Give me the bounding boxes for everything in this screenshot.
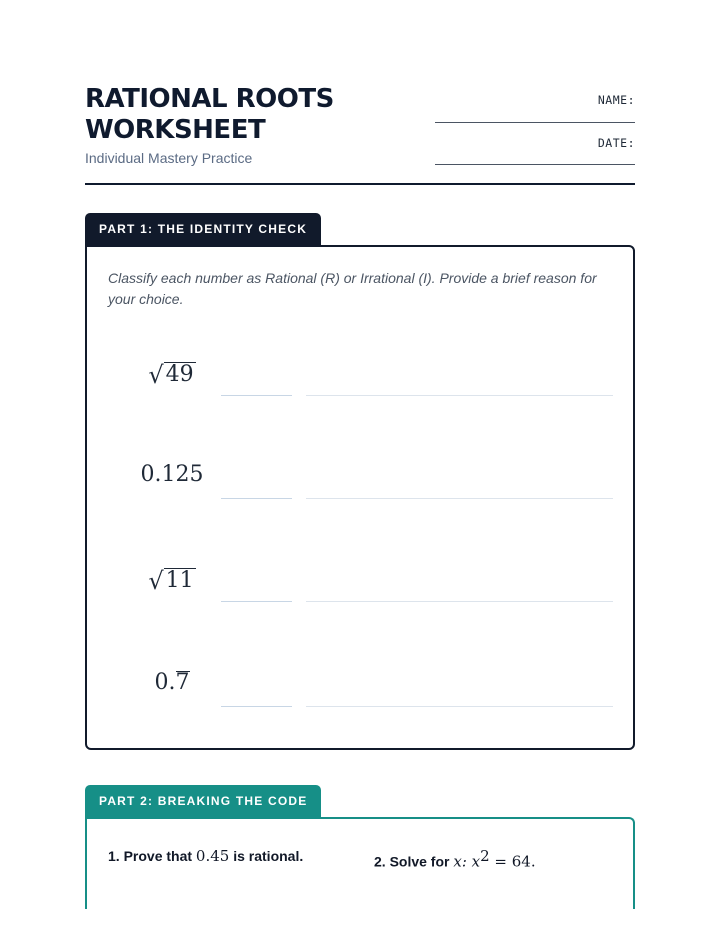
- math-repeating-decimal: 0.7: [154, 670, 190, 695]
- item-row-sqrt11: [87, 557, 633, 617]
- classification-answer-field[interactable]: [221, 601, 292, 602]
- part1-instructions: Classify each number as Rational (R) or Irrational (I). Provide a brief reason for your choice.: [108, 270, 597, 307]
- reason-answer-field[interactable]: [306, 395, 613, 396]
- math-decimal-0125: 0.125: [140, 462, 204, 487]
- item-row-sqrt49: [87, 351, 633, 411]
- part1-box: [85, 245, 635, 750]
- classification-answer-field[interactable]: [221, 706, 292, 707]
- reason-answer-field[interactable]: [306, 498, 613, 499]
- date-field[interactable]: [435, 164, 635, 165]
- math-sqrt-11: √11: [148, 567, 194, 595]
- reason-answer-field[interactable]: [306, 706, 613, 707]
- page-subtitle: Individual Mastery Practice: [85, 150, 253, 166]
- reason-answer-field[interactable]: [306, 601, 613, 602]
- part1-tab: PART 1: THE IDENTITY CHECK: [85, 213, 321, 245]
- name-field[interactable]: [435, 122, 635, 123]
- question-1: 1. Prove that 0.45 is rational.: [108, 847, 304, 865]
- classification-answer-field[interactable]: [221, 498, 292, 499]
- part2-tab: PART 2: BREAKING THE CODE: [85, 785, 321, 817]
- part2-box: [85, 817, 635, 909]
- classification-answer-field[interactable]: [221, 395, 292, 396]
- page-title: RATIONAL ROOTS WORKSHEET: [85, 84, 334, 145]
- date-label: DATE:: [597, 136, 635, 150]
- item-row-decimal: [87, 454, 633, 514]
- math-sqrt-49: √49: [148, 361, 194, 389]
- header-divider: [85, 183, 635, 185]
- question-2: 2. Solve for x: $x^2 = 64$.: [374, 847, 536, 871]
- item-row-repeating: [87, 662, 633, 722]
- name-label: NAME:: [597, 93, 635, 107]
